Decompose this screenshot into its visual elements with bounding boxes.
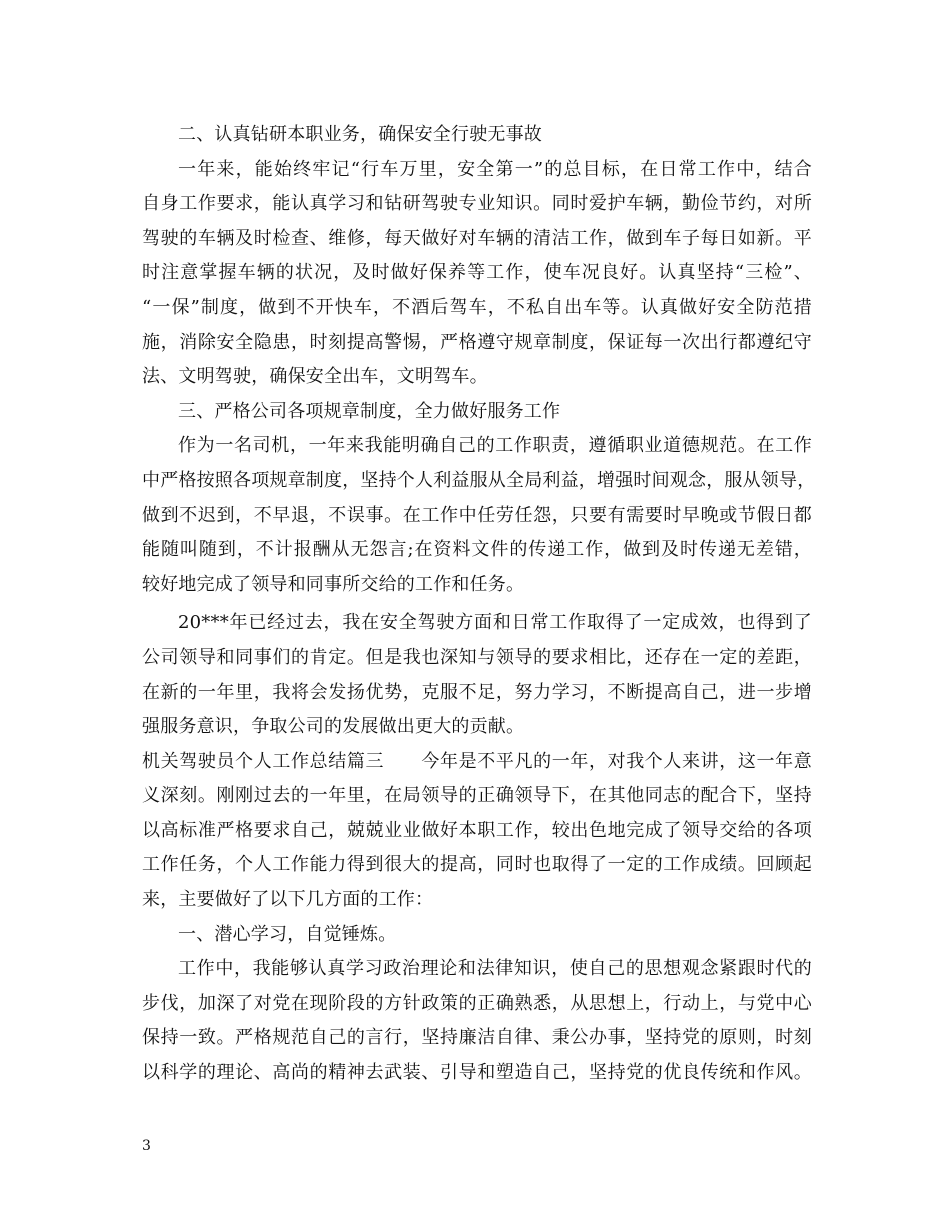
- paragraph-line: 来，主要做好了以下几方面的工作：: [142, 889, 434, 911]
- paragraph-line: 以科学的理论、高尚的精神去武装、引导和塑造自己，坚持党的优良传统和作风。: [142, 1062, 812, 1084]
- paragraph-line: 施，消除安全隐患，时刻提高警惕，严格遵守规章制度，保证每一次出行都遵纪守: [142, 331, 812, 353]
- paragraph-line: 中严格按照各项规章制度，坚持个人利益服从全局利益，增强时间观念，服从领导，: [142, 469, 816, 491]
- paragraph-line: 驾驶的车辆及时检查、维修，每天做好对车辆的清洁工作，做到车子每日如新。平: [142, 227, 812, 249]
- article-title-line: 机关驾驶员个人工作总结篇三 今年是不平凡的一年，对我个人来讲，这一年意: [142, 750, 812, 772]
- paragraph-line: 作为一名司机，一年来我能明确自己的工作职责，遵循职业道德规范。在工作: [178, 435, 812, 457]
- paragraph-line: 公司领导和同事们的肯定。但是我也深知与领导的要求相比，还存在一定的差距，: [142, 646, 812, 668]
- paragraph-line: 工作中，我能够认真学习政治理论和法律知识，使自己的思想观念紧跟时代的: [178, 958, 812, 980]
- paragraph-line: 强服务意识，争取公司的发展做出更大的贡献。: [142, 716, 525, 738]
- paragraph-line: 较好地完成了领导和同事所交给的工作和任务。: [142, 573, 525, 595]
- paragraph-line: 保持一致。严格规范自己的言行，坚持廉洁自律、秉公办事，坚持党的原则，时刻: [142, 1027, 812, 1049]
- paragraph-line: 做到不迟到，不早退，不误事。在工作中任劳任怨，只要有需要时早晚或节假日都: [142, 504, 812, 526]
- paragraph-line: 步伐，加深了对党在现阶段的方针政策的正确熟悉，从思想上，行动上，与党中心: [142, 992, 812, 1014]
- page-number: 3: [142, 1138, 151, 1154]
- section-heading-2: 二、认真钻研本职业务，确保安全行驶无事故: [178, 124, 542, 145]
- paragraph-line: 20***年已经过去，我在安全驾驶方面和日常工作取得了一定成效，也得到了: [178, 612, 812, 634]
- paragraph-line: “一保”制度，做到不开快车，不酒后驾车，不私自出车等。认真做好安全防范措: [142, 296, 812, 318]
- paragraph-line: 自身工作要求，能认真学习和钻研驾驶专业知识。同时爱护车辆，勤俭节约，对所: [142, 193, 812, 215]
- paragraph-line: 一年来，能始终牢记“行车万里，安全第一”的总目标，在日常工作中，结合: [178, 158, 812, 180]
- paragraph-line: 法、文明驾驶，确保安全出车，文明驾车。: [142, 366, 488, 388]
- paragraph-line: 能随叫随到，不计报酬从无怨言;在资料文件的传递工作，做到及时传递无差错，: [142, 539, 812, 561]
- section-heading-1: 一、潜心学习，自觉锤炼。: [178, 923, 397, 945]
- paragraph-line: 在新的一年里，我将会发扬优势，克服不足，努力学习，不断提高自己，进一步增: [142, 681, 812, 703]
- section-heading-3: 三、严格公司各项规章制度，全力做好服务工作: [178, 400, 561, 422]
- paragraph-line: 时注意掌握车辆的状况，及时做好保养等工作，使车况良好。认真坚持“三检”、: [142, 262, 812, 284]
- document-body: [142, 118, 816, 1091]
- paragraph-line: 义深刻。刚刚过去的一年里，在局领导的正确领导下，在其他同志的配合下，坚持: [142, 785, 812, 807]
- paragraph-line: 以高标准严格要求自己，兢兢业业做好本职工作，较出色地完成了领导交给的各项: [142, 819, 812, 841]
- paragraph-line: 工作任务，个人工作能力得到很大的提高，同时也取得了一定的工作成绩。回顾起: [142, 854, 812, 876]
